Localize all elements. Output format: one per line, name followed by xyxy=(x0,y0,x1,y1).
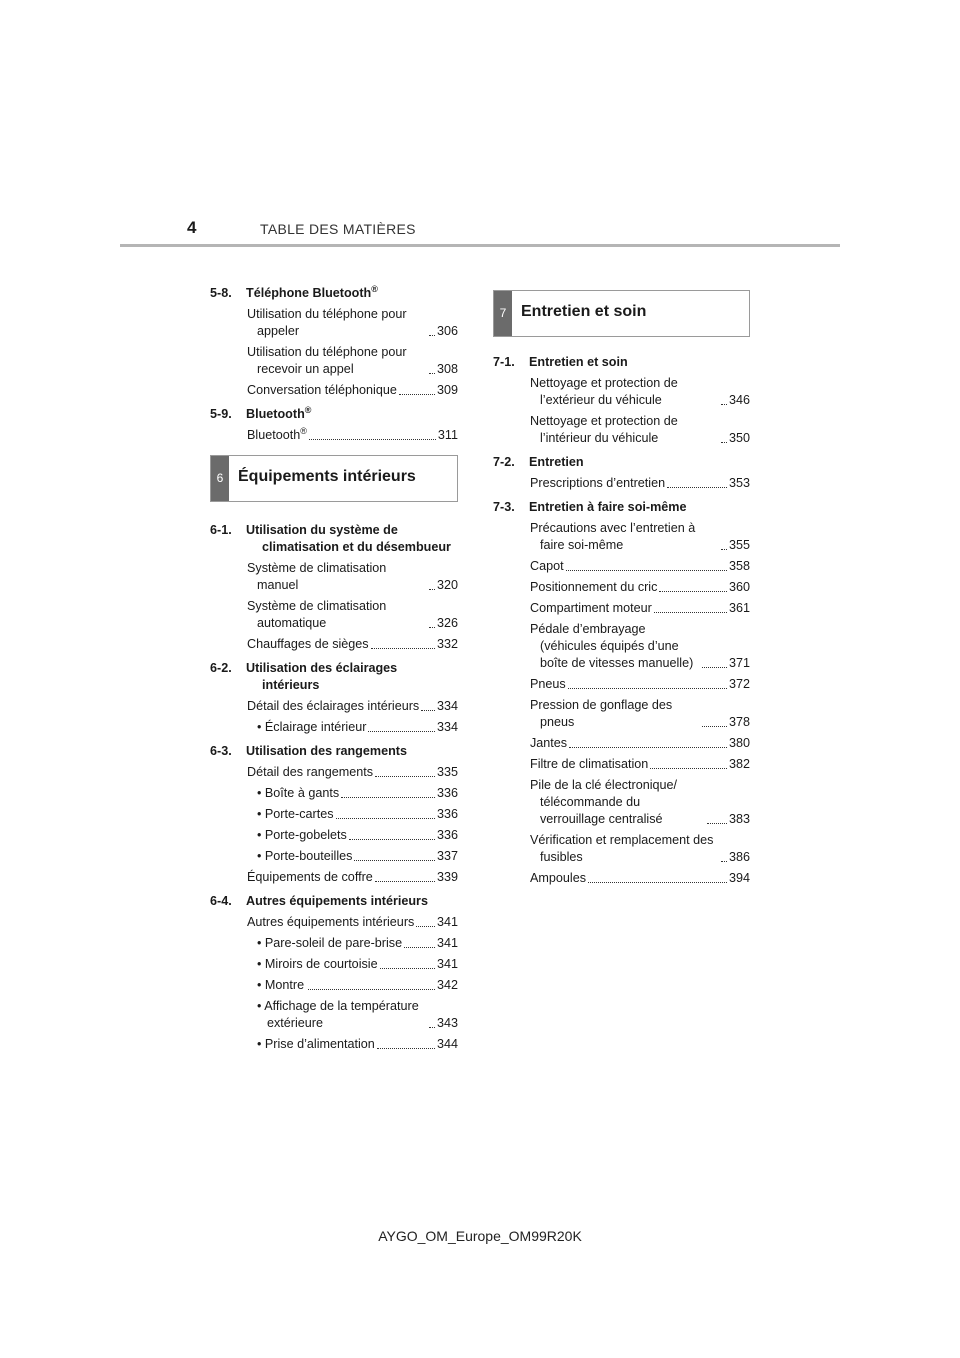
toc-entry[interactable] xyxy=(530,558,750,575)
section-title: Entretien à faire soi-même xyxy=(529,500,687,514)
entry-text: Pédale d’embrayage (véhicules équipés d’une boîte de vitesses manuelle) xyxy=(530,622,694,670)
entry-text: • Montre xyxy=(257,978,305,992)
section-title: Autres équipements intérieurs xyxy=(246,894,428,908)
dot-leader xyxy=(702,667,727,668)
toc-entry[interactable] xyxy=(257,785,458,802)
toc-entry[interactable] xyxy=(247,560,458,594)
entry-text: Compartiment moteur xyxy=(530,601,652,615)
dot-leader xyxy=(349,839,435,840)
page-ref: 341 xyxy=(436,957,458,971)
toc-entry[interactable] xyxy=(530,697,750,731)
chapter-6-banner[interactable] xyxy=(210,455,458,502)
dot-leader xyxy=(707,823,727,824)
dot-leader xyxy=(341,797,435,798)
entry-text: Équipements de coffre xyxy=(247,870,373,884)
page-ref: 332 xyxy=(436,637,458,651)
page-ref: 326 xyxy=(436,616,458,630)
page-ref: 320 xyxy=(436,578,458,592)
section-number: 7-3. xyxy=(493,500,515,514)
toc-entry[interactable] xyxy=(247,306,458,340)
dot-leader xyxy=(371,648,435,649)
toc-section-6-3[interactable] xyxy=(210,743,458,760)
entry-text: • Affichage de la température extérieure xyxy=(257,999,419,1030)
page-header xyxy=(0,218,960,246)
entry-text: Utilisation du téléphone pour appeler xyxy=(247,307,407,338)
entry-text: Vérification et remplacement des fusibles xyxy=(530,833,714,864)
page-ref: 341 xyxy=(436,915,458,929)
entry-text: Utilisation du téléphone pour recevoir un appel xyxy=(247,345,407,376)
entry-text: Positionnement du cric xyxy=(530,580,658,594)
dot-leader xyxy=(588,882,727,883)
chapter-tab: 6 xyxy=(211,456,229,501)
toc-section-6-1[interactable] xyxy=(210,522,458,556)
section-title: Utilisation du système de climatisation et du désembueur xyxy=(246,523,451,554)
page-ref: 342 xyxy=(436,978,458,992)
page-ref: 350 xyxy=(728,431,750,445)
page-ref: 337 xyxy=(436,849,458,863)
section-number: 7-1. xyxy=(493,355,515,369)
toc-section-6-2[interactable] xyxy=(210,660,458,694)
dot-leader xyxy=(429,589,435,590)
toc-entry[interactable] xyxy=(247,764,458,781)
dot-leader xyxy=(309,439,436,440)
section-title: Bluetooth® xyxy=(246,405,312,421)
dot-leader xyxy=(650,768,727,769)
dot-leader xyxy=(702,726,727,727)
chapter-title: Entretien et soin xyxy=(521,303,647,320)
chapter-title: Équipements intérieurs xyxy=(238,468,416,485)
page-ref: 394 xyxy=(728,871,750,885)
dot-leader xyxy=(429,1027,435,1028)
dot-leader xyxy=(566,570,727,571)
footer-doc-id: AYGO_OM_Europe_OM99R20K xyxy=(378,1228,582,1244)
toc-entry[interactable] xyxy=(530,676,750,693)
dot-leader xyxy=(568,688,727,689)
entry-text: • Porte-bouteilles xyxy=(257,849,353,863)
dot-leader xyxy=(375,776,435,777)
toc-entry[interactable] xyxy=(530,520,750,554)
entry-text: Détail des éclairages intérieurs xyxy=(247,699,420,713)
toc-entry[interactable] xyxy=(530,832,750,866)
toc-section-5-9[interactable] xyxy=(210,406,458,423)
page-ref: 309 xyxy=(436,383,458,397)
dot-leader xyxy=(404,947,435,948)
entry-text: Filtre de climatisation xyxy=(530,757,649,771)
entry-text: • Éclairage intérieur xyxy=(257,720,367,734)
toc-entry[interactable] xyxy=(247,636,458,653)
toc-entry[interactable] xyxy=(257,827,458,844)
entry-text: • Porte-gobelets xyxy=(257,828,347,842)
entry-text: Bluetooth® xyxy=(247,426,307,442)
entry-text: Système de climatisation manuel xyxy=(247,561,387,592)
toc-entry[interactable] xyxy=(530,413,750,447)
dot-leader xyxy=(380,968,435,969)
dot-leader xyxy=(569,747,727,748)
page-ref: 308 xyxy=(436,362,458,376)
entry-text: • Boîte à gants xyxy=(257,786,340,800)
dot-leader xyxy=(667,487,727,488)
entry-text: Nettoyage et protection de l’extérieur du véhicule xyxy=(530,376,678,407)
page-ref: 383 xyxy=(728,812,750,826)
toc-entry[interactable] xyxy=(257,956,458,973)
dot-leader xyxy=(721,442,727,443)
toc-entry[interactable] xyxy=(247,598,458,632)
entry-text: Pression de gonflage des pneus xyxy=(530,698,673,729)
toc-entry[interactable] xyxy=(257,977,458,994)
entry-text: Précautions avec l’entretien à faire soi-même xyxy=(530,521,696,552)
dot-leader xyxy=(429,335,435,336)
section-number: 7-2. xyxy=(493,455,515,469)
toc-entry[interactable] xyxy=(530,777,750,828)
entry-text: Système de climatisation automatique xyxy=(247,599,387,630)
toc-section-6-4[interactable] xyxy=(210,893,458,910)
toc-entry[interactable] xyxy=(257,806,458,823)
dot-leader xyxy=(721,549,727,550)
page-ref: 353 xyxy=(728,476,750,490)
entry-text: Jantes xyxy=(530,736,568,750)
chapter-7-banner[interactable] xyxy=(493,290,750,337)
toc-entry[interactable] xyxy=(247,427,458,444)
dot-leader xyxy=(654,612,727,613)
page-ref: 358 xyxy=(728,559,750,573)
chapter-tab: 7 xyxy=(494,291,512,336)
toc-left-column xyxy=(210,285,458,1053)
toc-entry[interactable] xyxy=(530,600,750,617)
entry-text: Conversation téléphonique xyxy=(247,383,397,397)
toc-entry[interactable] xyxy=(247,698,458,715)
section-title: Utilisation des éclairages intérieurs xyxy=(246,661,398,692)
entry-text: • Miroirs de courtoisie xyxy=(257,957,378,971)
toc-section-7-1[interactable] xyxy=(493,354,750,371)
section-number: 6-3. xyxy=(210,744,232,758)
toc-section-5-8[interactable] xyxy=(210,285,458,302)
dot-leader xyxy=(368,731,435,732)
section-title: Entretien xyxy=(529,455,584,469)
page-ref: 336 xyxy=(436,807,458,821)
page-ref: 341 xyxy=(436,936,458,950)
page-footer xyxy=(0,1228,960,1244)
toc-section-7-3[interactable] xyxy=(493,499,750,516)
toc-entry[interactable] xyxy=(530,375,750,409)
header-rule xyxy=(120,244,840,247)
toc-entry[interactable] xyxy=(247,869,458,886)
entry-text: • Prise d’alimentation xyxy=(257,1037,375,1051)
page-ref: 343 xyxy=(436,1016,458,1030)
dot-leader xyxy=(721,861,727,862)
entry-text: • Porte-cartes xyxy=(257,807,334,821)
page-ref: 344 xyxy=(436,1037,458,1051)
entry-text: Capot xyxy=(530,559,564,573)
toc-entry[interactable] xyxy=(257,935,458,952)
entry-text: Chauffages de sièges xyxy=(247,637,369,651)
dot-leader xyxy=(377,1048,435,1049)
dot-leader xyxy=(421,710,435,711)
page-ref: 386 xyxy=(728,850,750,864)
toc-right-column xyxy=(493,290,750,887)
section-number: 5-9. xyxy=(210,407,232,421)
dot-leader xyxy=(429,627,435,628)
page-ref: 360 xyxy=(728,580,750,594)
dot-leader xyxy=(399,394,435,395)
dot-leader xyxy=(659,591,727,592)
toc-entry[interactable] xyxy=(530,621,750,672)
toc-entry[interactable] xyxy=(530,756,750,773)
section-number: 6-4. xyxy=(210,894,232,908)
toc-entry[interactable] xyxy=(530,475,750,492)
page-ref: 378 xyxy=(728,715,750,729)
toc-entry[interactable] xyxy=(530,579,750,596)
page-ref: 336 xyxy=(436,786,458,800)
dot-leader xyxy=(721,404,727,405)
page-ref: 335 xyxy=(436,765,458,779)
dot-leader xyxy=(429,373,435,374)
toc-entry[interactable] xyxy=(257,719,458,736)
toc-entry[interactable] xyxy=(247,382,458,399)
section-number: 6-2. xyxy=(210,661,232,675)
entry-text: Autres équipements intérieurs xyxy=(247,915,415,929)
entry-text: Prescriptions d’entretien xyxy=(530,476,666,490)
toc-entry[interactable] xyxy=(257,1036,458,1053)
page-ref: 361 xyxy=(728,601,750,615)
entry-text: Nettoyage et protection de l’intérieur du véhicule xyxy=(530,414,678,445)
page-ref: 372 xyxy=(728,677,750,691)
page-ref: 382 xyxy=(728,757,750,771)
toc-entry[interactable] xyxy=(247,344,458,378)
section-title: Utilisation des rangements xyxy=(246,744,407,758)
entry-text: • Pare-soleil de pare-brise xyxy=(257,936,403,950)
toc-entry[interactable] xyxy=(530,870,750,887)
toc-entry[interactable] xyxy=(257,848,458,865)
dot-leader xyxy=(416,926,435,927)
entry-text: Détail des rangements xyxy=(247,765,374,779)
header-title: TABLE DES MATIÈRES xyxy=(260,221,416,237)
toc-entry[interactable] xyxy=(257,998,458,1032)
toc-entry[interactable] xyxy=(247,914,458,931)
toc-entry[interactable] xyxy=(530,735,750,752)
page-ref: 346 xyxy=(728,393,750,407)
section-number: 5-8. xyxy=(210,286,232,300)
page-ref: 355 xyxy=(728,538,750,552)
dot-leader xyxy=(354,860,435,861)
page-ref: 334 xyxy=(436,720,458,734)
section-number: 6-1. xyxy=(210,523,232,537)
entry-text: Pneus xyxy=(530,677,566,691)
page-ref: 339 xyxy=(436,870,458,884)
page-ref: 306 xyxy=(436,324,458,338)
entry-text: Pile de la clé électronique/ télécommande du verrouillage centralisé xyxy=(530,778,678,826)
toc-section-7-2[interactable] xyxy=(493,454,750,471)
dot-leader xyxy=(375,881,435,882)
section-title: Entretien et soin xyxy=(529,355,628,369)
page-ref: 371 xyxy=(728,656,750,670)
page-ref: 334 xyxy=(436,699,458,713)
page-ref: 311 xyxy=(437,428,458,442)
dot-leader xyxy=(308,989,435,990)
dot-leader xyxy=(336,818,435,819)
section-title: Téléphone Bluetooth® xyxy=(246,284,378,300)
page-number: 4 xyxy=(187,218,197,237)
entry-text: Ampoules xyxy=(530,871,587,885)
page-ref: 336 xyxy=(436,828,458,842)
page-ref: 380 xyxy=(728,736,750,750)
